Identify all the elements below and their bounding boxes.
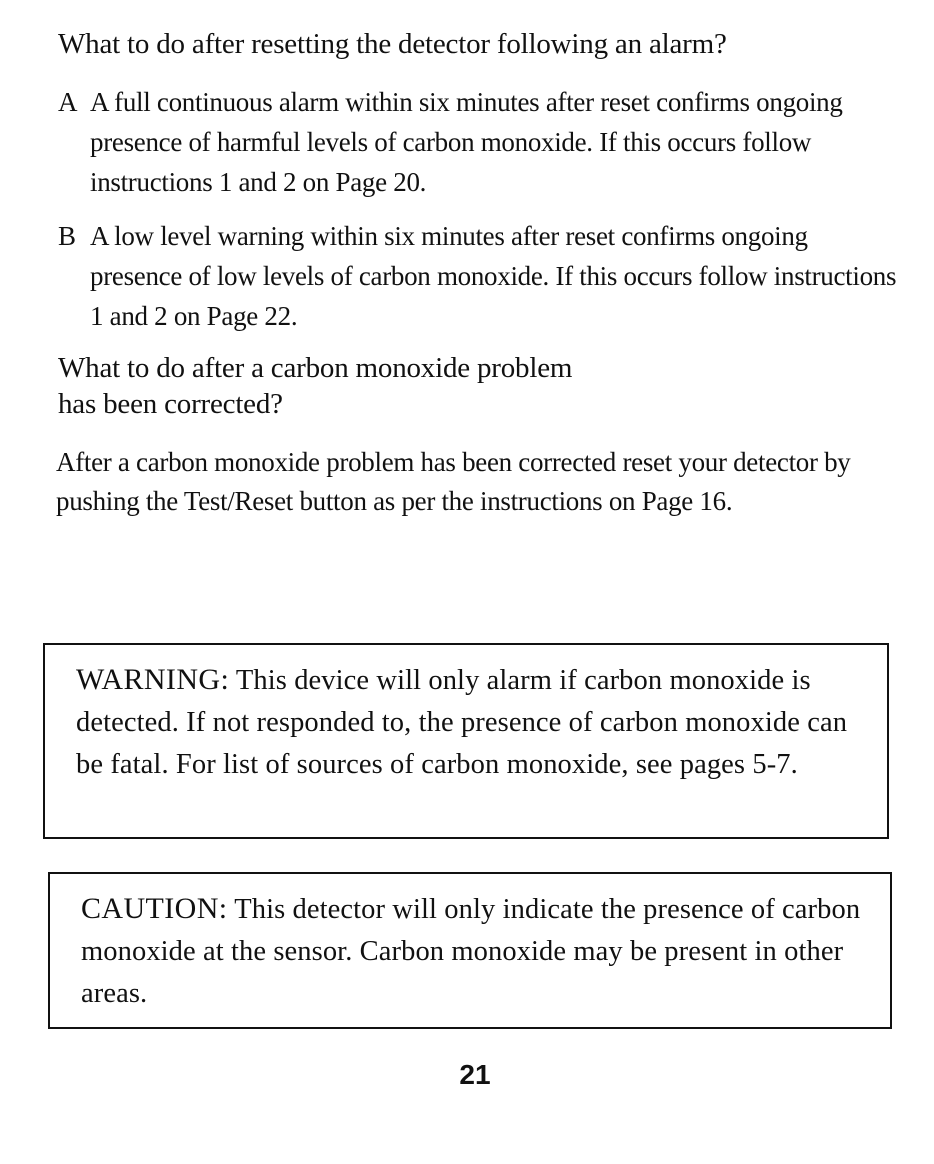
problem-corrected-paragraph: After a carbon monoxide problem has been corrected reset your detector by pushing the Test/Reset button as per the instructions on Page 16. [56, 447, 851, 516]
answer-marker-b: B [58, 221, 76, 251]
warning-box [43, 643, 889, 839]
answer-marker-a: A [58, 87, 78, 117]
caution-label: CAUTION: [81, 892, 228, 925]
answer-item-a [58, 82, 898, 202]
caution-text: This detector will only indicate the presence of carbon monoxide at the sensor. Carbon monoxide may be present in other areas. [81, 894, 861, 1009]
question-heading-after-reset: What to do after resetting the detector following an alarm? [58, 28, 727, 60]
question-heading-problem-corrected [58, 350, 758, 422]
warning-label: WARNING: [76, 663, 230, 696]
caution-box [48, 872, 892, 1029]
question-heading-line-2: has been corrected? [58, 388, 283, 420]
page-number: 21 [459, 1059, 491, 1090]
answer-text-a: A full continuous alarm within six minutes after reset confirms ongoing presence of harmful levels of carbon monoxide. If this occurs follow instructions 1 and 2 on Page 20. [90, 87, 843, 197]
answer-text-b: A low level warning within six minutes after reset confirms ongoing presence of low levels of carbon monoxide. If this occurs follow instructions 1 and 2 on Page 22. [90, 221, 897, 331]
warning-text: This device will only alarm if carbon monoxide is detected. If not responded to, the presence of carbon monoxide can be fatal. For list of sources of carbon monoxide, see pages 5-7. [76, 665, 848, 780]
question-heading-line-1: What to do after a carbon monoxide problem [58, 352, 573, 384]
answer-item-b [58, 216, 898, 336]
